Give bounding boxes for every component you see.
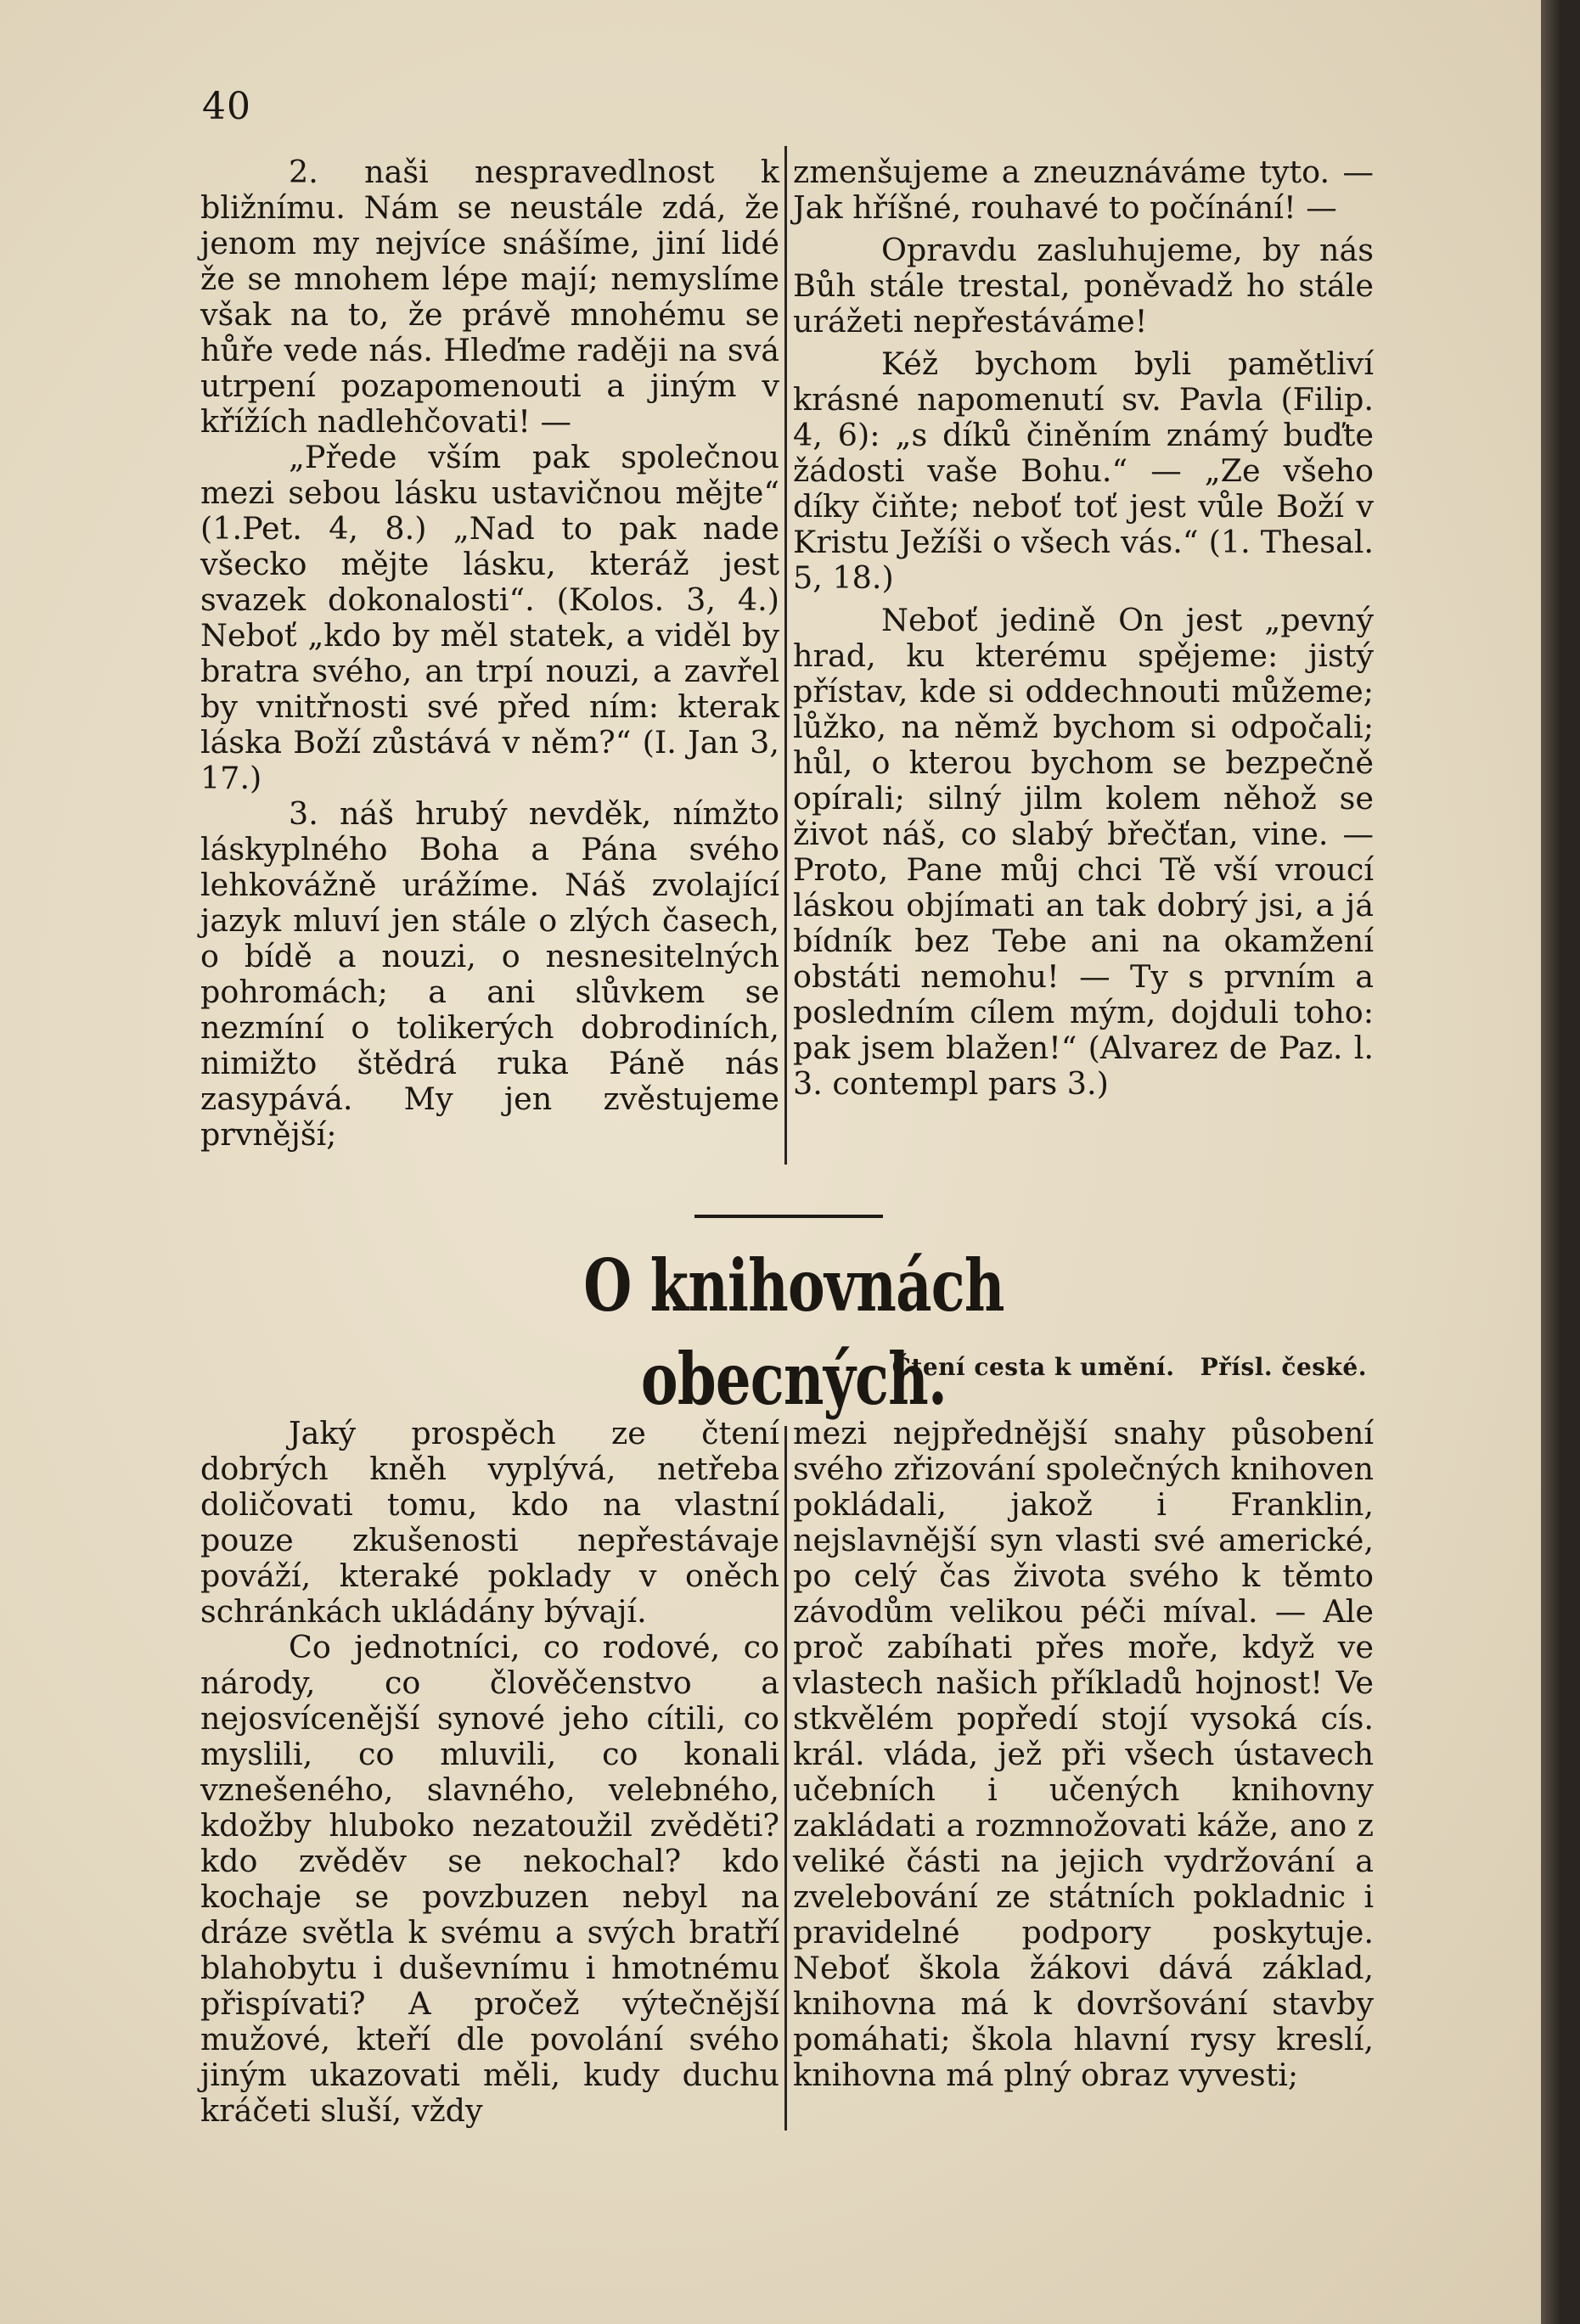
paragraph: Neboť jedině On jest „pevný hrad, ku kterému spějeme: jistý přístav, kde si oddechnouti můžeme; lůžko, na němž bychom si odpočali; hůl, o kterou bychom se bezpečně opírali; silný jilm kolem něhož se život náš, co slabý břečťan, vine. — Proto, Pane můj chci Tě vší vroucí láskou objímati an tak dobrý jsi, a já bídník bez Tebe ani na okamžení obstáti nemohu! — Ty s prvním a posledním cílem mým, dojduli toho: pak jsem blažen!“ (Alvarez de Paz. l. 3. contempl pars 3.) — [793, 602, 1374, 1102]
paragraph: Opravdu zasluhujeme, by nás Bůh stále trestal, poněvadž ho stále urážeti nepřestáváme! — [793, 232, 1374, 340]
article-motto — [857, 1353, 1367, 1381]
paragraph: „Přede vším pak společnou mezi sebou lásku ustavičnou mějte“ (1.Pet. 4, 8.) „Nad to pak nade všecko mějte lásku, kteráž jest svazek dokonalosti“. (Kolos. 3, 4.) Neboť „kdo by měl statek, a viděl by bratra svého, an trpí nouzi, a zavřel by vnitřnosti své před ním: kterak láska Boží zůstává v něm?“ (I. Jan 3, 17.) — [200, 439, 779, 796]
top-left-column — [200, 154, 779, 1153]
top-right-column — [793, 154, 1374, 1102]
paragraph: zmenšujeme a zneuznáváme tyto. — Jak hříšné, rouhavé to počínání! — — [793, 154, 1374, 226]
paragraph: mezi nejpřednější snahy působení svého zřizování společných knihoven pokládali, jakož i Franklin, nejslavnější syn vlasti své americké, po celý čas života svého k těmto závodům velikou péči míval. — Ale proč zabíhati přes moře, když ve vlastech našich příkladů hojnost! Ve stkvělém popředí stojí vysoká cís. král. vláda, jež při všech ústavech učebních i učených knihovny zakládati a rozmnožovati káže, ano z veliké části na jejich vydržování a zvelebování ze státních pokladnic i pravidelné podpory poskytuje. Neboť škola žákovi dává základ, knihovna má k dovršování stavby pomáhati; škola hlavní rysy kreslí, knihovna má plný obraz vyvesti; — [793, 1415, 1374, 2093]
article-right-column — [793, 1416, 1374, 2093]
article-left-column — [200, 1416, 779, 2129]
section-separator — [694, 1215, 883, 1218]
page-number: 40 — [202, 85, 251, 128]
paragraph: Kéž bychom byli pamětliví krásné napomenutí sv. Pavla (Filip. 4, 6): „s díků činěním známý buďte žádosti vaše Bohu.“ — „Ze všeho díky čiňte; neboť toť jest vůle Boží v Kristu Ježíši o všech vás.“ (1. Thesal. 5, 18.) — [793, 345, 1374, 596]
paragraph: 3. náš hrubý nevděk, nímžto láskyplného Boha a Pána svého lehkovážně urážíme. Náš zvolající jazyk mluví jen stále o zlých časech, o bídě a nouzi, o nesnesitelných pohromách; a ani slůvkem se nezmíní o tolikerých dobrodiních, nimižto štědrá ruka Páně nás zasypává. My jen zvěstujeme prvnější; — [200, 795, 779, 1153]
paragraph: 2. naši nespravedlnost k bližnímu. Nám se neustále zdá, že jenom my nejvíce snášíme, jiní lidé že se mnohem lépe mají; nemyslíme však na to, že právě mnohému se hůře vede nás. Hleďme raději na svá utrpení pozapomenouti a jiným v křížích nadlehčovati! — — [200, 154, 779, 440]
paragraph: Co jednotníci, co rodové, co národy, co člověčenstvo a nejosvícenější synové jeho cítili, co myslili, co mluvili, co konali vznešeného, slavného, velebného, kdožby hluboko nezatoužil zvěděti? kdo zvěděv se nekochal? kdo kochaje se povzbuzen nebyl na dráze světla k svému a svých bratří blahobytu i duševnímu i hmotnému přispívati? A pročež výtečnější mužové, kteří dle povolání svého jiným ukazovati měli, kudy duchu kráčeti sluší, vždy — [200, 1629, 779, 2129]
page-edge-shadow — [1541, 0, 1560, 2324]
paragraph: Jaký prospěch ze čtení dobrých kněh vyplývá, netřeba doličovati tomu, kdo na vlastní pouze zkušenosti nepřestávaje pováží, kteraké poklady v oněch schránkách ukládány bývají. — [200, 1415, 779, 1630]
column-divider-top — [784, 146, 787, 1165]
motto-source: Přísl. české. — [1200, 1353, 1367, 1381]
column-divider-bottom — [784, 1426, 787, 2130]
article-title: O knihovnách obecných. — [583, 1243, 1004, 1421]
motto-text: Čtení cesta k umění. — [891, 1353, 1175, 1381]
